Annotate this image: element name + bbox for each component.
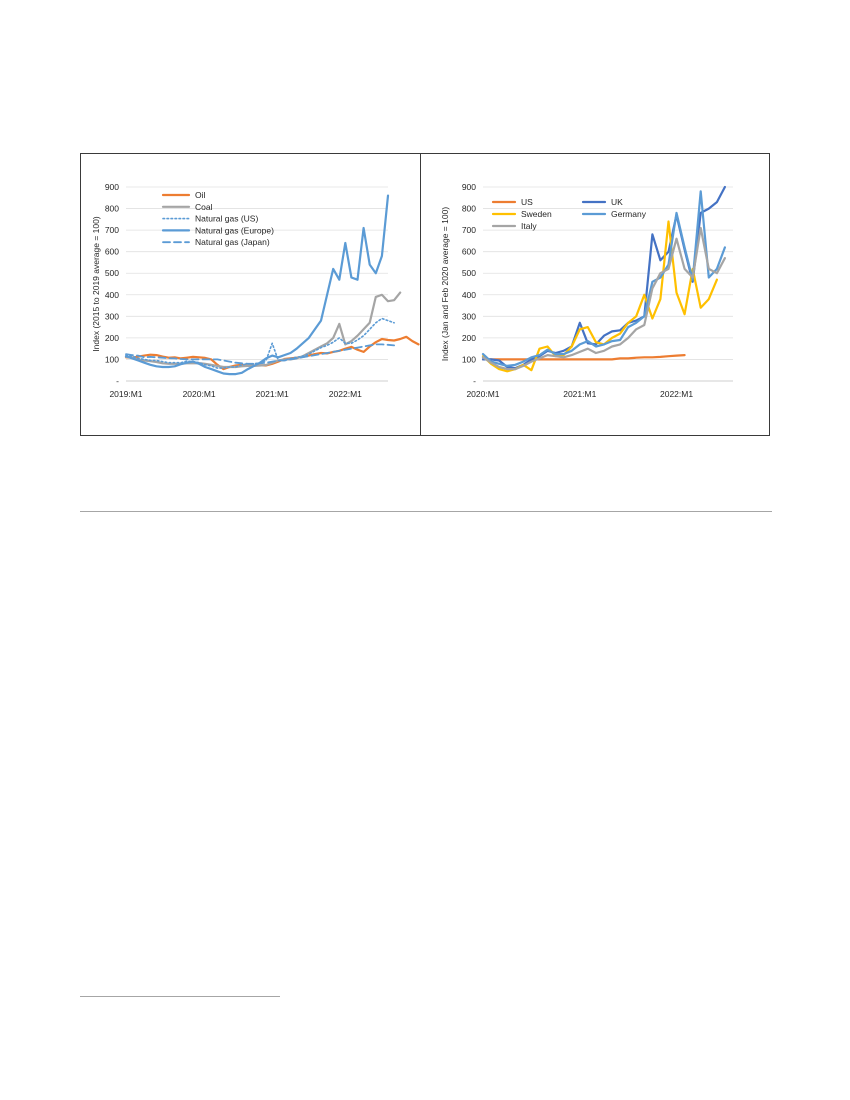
right-ytick-label: 300: [461, 311, 476, 322]
right-ytick-label: 400: [461, 289, 476, 300]
left-ytick-label: 900: [104, 182, 119, 192]
left-chart-ytick-labels: [105, 182, 119, 386]
legend-label-natural-gas-us: Natural gas (US): [195, 213, 259, 224]
series-line-natural-gas-us: [126, 319, 394, 369]
legend-label-italy: Italy: [521, 221, 537, 231]
left-chart-series: [126, 196, 419, 375]
right-ytick-label: 800: [461, 203, 476, 214]
right-ytick-label: 100: [461, 354, 476, 365]
left-ytick-label: 700: [104, 225, 119, 236]
section-divider-line: [80, 511, 772, 512]
right-chart-legend: [493, 197, 647, 231]
legend-label-germany: Germany: [611, 209, 646, 219]
right-ytick-label: 900: [461, 182, 476, 192]
legend-label-us: US: [521, 197, 533, 207]
left-y-axis-label: Index (2015 to 2019 average = 100): [91, 216, 101, 352]
right-chart-ytick-labels: [462, 182, 476, 386]
footnote-separator-line: [80, 996, 280, 997]
right-ytick-label: 200: [461, 332, 476, 343]
legend-label-coal: Coal: [195, 201, 213, 212]
left-ytick-label: 100: [104, 354, 119, 365]
left-xtick-label: 2020:M1: [182, 389, 216, 399]
right-y-axis-label: Index (Jan and Feb 2020 average = 100): [440, 206, 450, 362]
left-ytick-label: -: [116, 376, 119, 386]
right-chart-xtick-labels: [466, 389, 693, 399]
right-ytick-label: 500: [461, 268, 476, 279]
left-chart-legend: [163, 190, 274, 247]
right-xtick-label: 2022:M1: [660, 389, 694, 399]
legend-label-natural-gas-japan: Natural gas (Japan): [195, 237, 270, 248]
left-ytick-label: 500: [104, 268, 119, 279]
series-line-italy: [483, 228, 725, 369]
series-line-sweden: [483, 222, 717, 372]
legend-label-oil: Oil: [195, 190, 206, 200]
series-line-us: [483, 355, 685, 359]
legend-label-sweden: Sweden: [521, 209, 552, 219]
right-ytick-label: 700: [461, 225, 476, 236]
left-xtick-label: 2021:M1: [255, 389, 289, 399]
series-line-coal: [126, 293, 400, 367]
series-line-germany: [483, 191, 725, 366]
left-ytick-label: 200: [104, 332, 119, 343]
right-xtick-label: 2021:M1: [563, 389, 597, 399]
right-ytick-label: -: [473, 376, 476, 386]
left-ytick-label: 600: [104, 246, 119, 257]
right-xtick-label: 2020:M1: [466, 389, 500, 399]
left-chart-commodity-prices: [81, 154, 420, 435]
legend-label-natural-gas-europe: Natural gas (Europe): [195, 225, 274, 236]
left-ytick-label: 400: [104, 289, 119, 300]
left-ytick-label: 800: [104, 203, 119, 214]
legend-label-uk: UK: [611, 197, 623, 207]
right-ytick-label: 600: [461, 246, 476, 257]
left-ytick-label: 300: [104, 311, 119, 322]
left-chart-xtick-labels: [109, 389, 362, 399]
left-xtick-label: 2019:M1: [109, 389, 143, 399]
left-xtick-label: 2022:M1: [328, 389, 362, 399]
right-chart-electricity-prices: [421, 154, 769, 435]
